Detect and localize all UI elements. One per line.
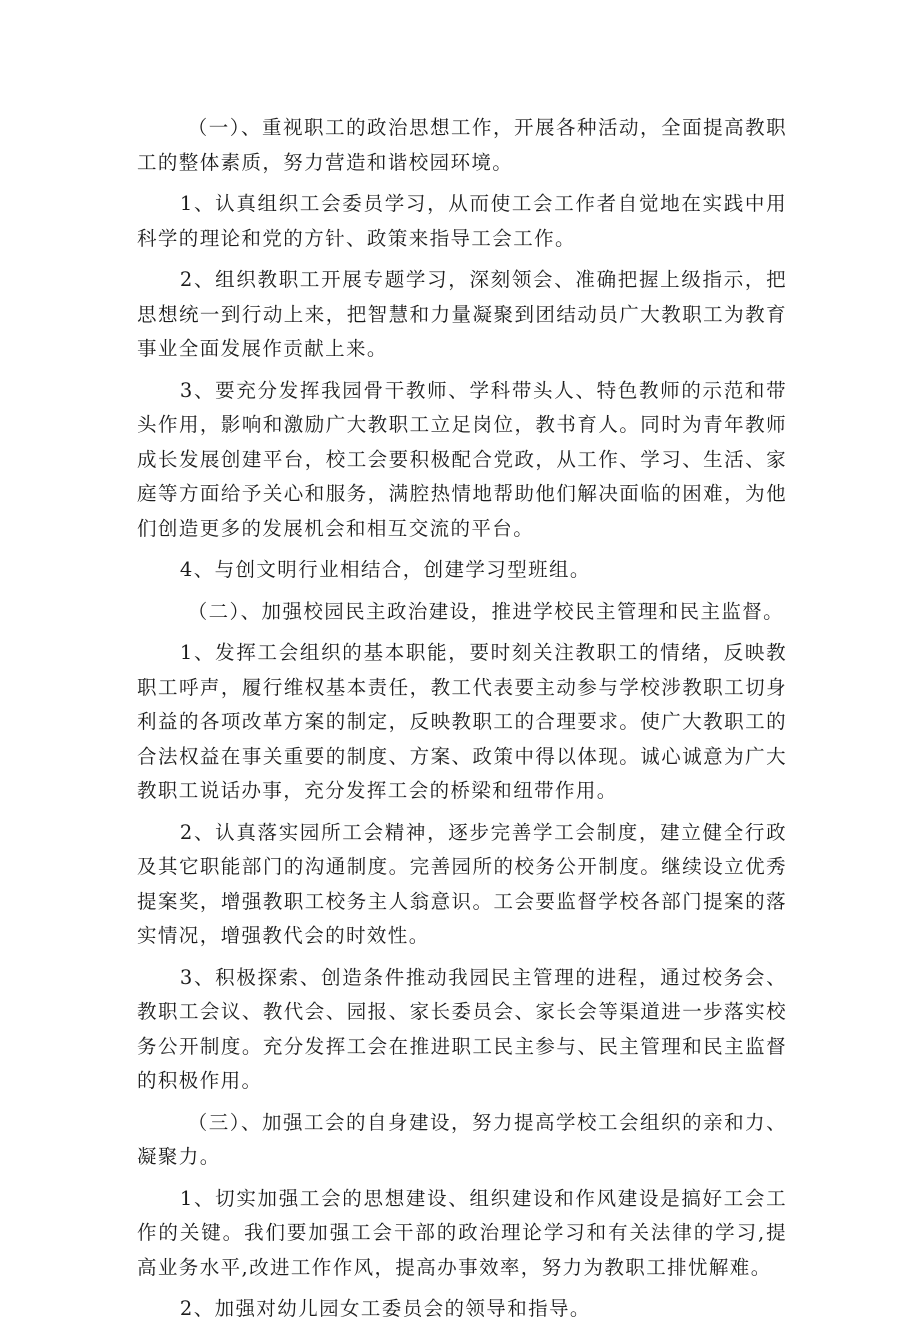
paragraph: 1、发挥工会组织的基本职能，要时刻关注教职工的情绪，反映教职工呼声，履行维权基本责任，教工代表要主动参与学校涉教职工切身利益的各项改革方案的制定，反映教职工的合理要求。使广大教职工的合法权益在事关重要的制度、方案、政策中得以体现。诚心诚意为广大教职工说话办事，充分发挥工会的桥梁和纽带作用。 (137, 641, 787, 802)
paragraph: 1、认真组织工会委员学习，从而使工会工作者自觉地在实践中用科学的理论和党的方针、政策来指导工会工作。 (137, 192, 787, 250)
paragraph: 2、组织教职工开展专题学习，深刻领会、准确把握上级指示，把思想统一到行动上来，把智慧和力量凝聚到团结动员广大教职工为教育事业全面发展作贡献上来。 (137, 268, 787, 360)
section-heading-1: （一）、重视职工的政治思想工作，开展各种活动，全面提高教职工的整体素质，努力营造和谐校园环境。 (137, 116, 787, 174)
paragraph: 2、认真落实园所工会精神，逐步完善学工会制度，建立健全行政及其它职能部门的沟通制度。完善园所的校务公开制度。继续设立优秀提案奖，增强教职工校务主人翁意识。工会要监督学校各部门提案的落实情况，增强教代会的时效性。 (137, 820, 787, 947)
paragraph: 1、切实加强工会的思想建设、组织建设和作风建设是搞好工会工作的关键。我们要加强工会干部的政治理论学习和有关法律的学习,提高业务水平,改进工作作风，提高办事效率，努力为教职工排忧解难。 (137, 1186, 787, 1279)
document-body (137, 111, 787, 1334)
paragraph: 3、要充分发挥我园骨干教师、学科带头人、特色教师的示范和带头作用，影响和激励广大教职工立足岗位，教书育人。同时为青年教师成长发展创建平台，校工会要积极配合党政，从工作、学习、生活、家庭等方面给予关心和服务，满腔热情地帮助他们解决面临的困难，为他们创造更多的发展机会和相互交流的平台。 (137, 378, 787, 540)
section-heading-2: （二）、加强校园民主政治建设，推进学校民主管理和民主监督。 (187, 599, 785, 623)
section-heading-3: （三）、加强工会的自身建设，努力提高学校工会组织的亲和力、凝聚力。 (137, 1110, 787, 1168)
paragraph: 3、积极探索、创造条件推动我园民主管理的进程，通过校务会、教职工会议、教代会、园报、家长委员会、家长会等渠道进一步落实校务公开制度。充分发挥工会在推进职工民主参与、民主管理和民主监督的积极作用。 (137, 965, 787, 1092)
paragraph: 4、与创文明行业相结合，创建学习型班组。 (179, 558, 591, 581)
paragraph: 2、加强对幼儿园女工委员会的领导和指导。 (179, 1297, 591, 1320)
